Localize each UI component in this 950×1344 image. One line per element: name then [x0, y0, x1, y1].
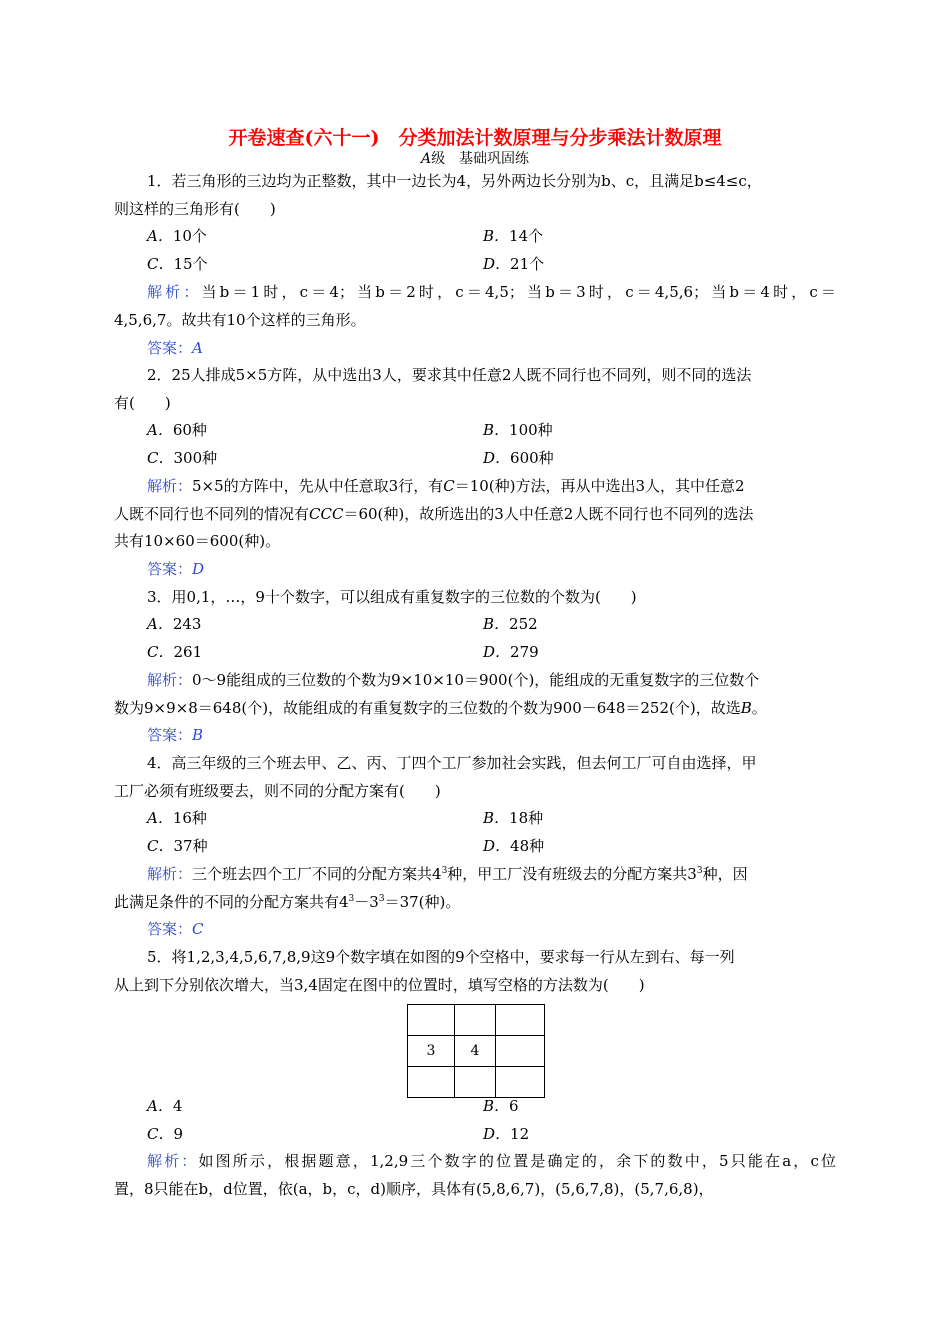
q1-option-d-letter: D．	[483, 255, 511, 273]
q3-option-b-letter: B．	[483, 615, 510, 633]
q5-option-a-text: 4	[172, 1097, 183, 1115]
q4-analysis-line2	[114, 892, 460, 912]
q4-analysis-exp1: 3	[441, 866, 448, 876]
q2-analysis-text2a: 人既不同行也不同列的情况有	[114, 505, 310, 523]
q1-analysis-line1	[147, 282, 836, 302]
q1-analysis-label: 解析：	[147, 283, 202, 301]
q2-answer-label: 答案：	[147, 560, 193, 578]
q5-analysis-line2: 置，8只能在b，d位置，依(a，b，c，d)顺序，具体有(5,8,6,7)，(5,6,7,8)，(5,7,6,8)，	[114, 1180, 714, 1198]
q4-answer-label: 答案：	[147, 920, 193, 938]
q3-stem-line1: 3．用0,1，…，9十个数字，可以组成有重复数字的三位数的个数为( )	[147, 588, 637, 606]
q1-answer-value: A	[192, 339, 203, 357]
q3-option-b	[483, 614, 538, 634]
q2-option-c-letter: C．	[147, 449, 174, 467]
q4-option-a	[147, 808, 207, 828]
q5-option-b-letter: B．	[483, 1097, 510, 1115]
q3-analysis-text2c: 。	[751, 699, 767, 717]
subtitle-text: 级 基础巩固练	[431, 151, 530, 167]
q4-answer-value: C	[192, 920, 204, 938]
q4-analysis-text1a: 三个班去四个工厂不同的分配方案共4	[192, 865, 442, 883]
q4-analysis-exp2: 3	[696, 866, 703, 876]
q1-option-c-letter: C．	[147, 255, 174, 273]
q1-option-d	[483, 254, 544, 274]
q2-answer-value: D	[192, 560, 205, 578]
q2-analysis-formula1: C	[443, 477, 455, 495]
q2-option-a-text: 60种	[172, 421, 207, 439]
q3-analysis-line2	[114, 698, 767, 718]
q1-option-d-text: 21个	[510, 255, 545, 273]
q5-analysis-label: 解析：	[147, 1152, 199, 1170]
q2-analysis-line3: 共有10×60＝600(种)。	[114, 532, 281, 550]
q4-option-b-letter: B．	[483, 809, 510, 827]
q5-option-b-text: 6	[509, 1097, 519, 1115]
q5-number-grid	[407, 1004, 545, 1098]
q1-option-a-letter: A．	[147, 227, 173, 245]
q4-option-a-text: 16种	[172, 809, 207, 827]
q3-option-c-letter: C．	[147, 643, 174, 661]
q2-analysis-label: 解析：	[147, 477, 193, 495]
q2-analysis-text1c: ＝10(种)方法，再从中选出3人，其中任意2	[454, 477, 745, 495]
q1-stem-line2: 则这样的三角形有( )	[114, 200, 276, 218]
q3-option-d	[483, 642, 539, 662]
q1-option-b	[483, 226, 543, 246]
q2-stem-line2: 有( )	[114, 394, 171, 412]
q3-analysis-text1: 0～9能组成的三位数的个数为9×10×10＝900(个)，能组成的无重复数字的三位数个	[192, 671, 760, 689]
q3-option-a-letter: A．	[147, 615, 173, 633]
q2-answer	[147, 559, 204, 579]
q3-option-d-text: 279	[510, 643, 539, 661]
q4-analysis-line1	[147, 864, 748, 884]
q3-option-b-text: 252	[509, 615, 538, 633]
q5-option-c-letter: C．	[147, 1125, 174, 1143]
q5-option-b	[483, 1096, 519, 1116]
grid-cell	[455, 1005, 496, 1036]
q1-analysis-text1: 当b＝1时，c＝4；当b＝2时，c＝4,5；当b＝3时，c＝4,5,6；当b＝4时，c＝	[201, 283, 836, 301]
q5-option-a	[147, 1096, 182, 1116]
q1-answer-label: 答案：	[147, 339, 193, 357]
grid-cell	[455, 1067, 496, 1098]
q4-option-c	[147, 836, 208, 856]
grid-cell	[408, 1005, 455, 1036]
q2-option-d-text: 600种	[510, 449, 554, 467]
q5-option-d-text: 12	[510, 1125, 530, 1143]
q3-analysis-label: 解析：	[147, 671, 193, 689]
q3-analysis-text2a: 数为9×9×8＝648(个)，故能组成的有重复数字的三位数的个数为900－648＝252(个)，故选	[114, 699, 741, 717]
q3-option-d-letter: D．	[483, 643, 511, 661]
q1-analysis-line2: 4,5,6,7。故共有10个这样的三角形。	[114, 311, 366, 329]
q5-analysis-line1	[147, 1151, 836, 1171]
q4-analysis-text2c: ＝37(种)。	[384, 893, 461, 911]
q4-option-a-letter: A．	[147, 809, 173, 827]
q5-stem-line2: 从上到下分别依次增大，当3,4固定在图中的位置时，填写空格的方法数为( )	[114, 976, 645, 994]
section-subtitle	[0, 150, 950, 168]
q2-option-d-letter: D．	[483, 449, 511, 467]
q2-option-b	[483, 420, 553, 440]
q4-option-d-letter: D．	[483, 837, 511, 855]
q2-analysis-line2	[114, 504, 753, 524]
q3-option-a	[147, 614, 201, 634]
q1-option-a-text: 10个	[172, 227, 207, 245]
q4-stem-line1: 4．高三年级的三个班去甲、乙、丙、丁四个工厂参加社会实践，但去何工厂可自由选择，甲	[147, 754, 757, 772]
subtitle-level: A	[420, 151, 432, 167]
grid-row	[408, 1067, 545, 1098]
q3-option-c-text: 261	[173, 643, 203, 661]
q3-analysis-choice: B	[740, 699, 752, 717]
grid-cell	[496, 1005, 545, 1036]
q1-answer	[147, 338, 203, 358]
q1-option-b-letter: B．	[483, 227, 510, 245]
q4-analysis-label: 解析：	[147, 865, 193, 883]
grid-row	[408, 1005, 545, 1036]
q4-option-d-text: 48种	[510, 837, 545, 855]
q4-analysis-exp4: 3	[378, 894, 385, 904]
q2-option-b-letter: B．	[483, 421, 510, 439]
q5-option-c-text: 9	[173, 1125, 184, 1143]
grid-cell	[496, 1036, 545, 1067]
q1-option-a	[147, 226, 207, 246]
q5-stem-line1: 5．将1,2,3,4,5,6,7,8,9这9个数字填在如图的9个空格中，要求每一行从左到右、每一列	[147, 948, 735, 966]
q2-option-c	[147, 448, 217, 468]
q4-analysis-text2a: 此满足条件的不同的分配方案共有4	[114, 893, 349, 911]
q3-option-a-text: 243	[172, 615, 202, 633]
q4-option-b	[483, 808, 543, 828]
q4-stem-line2: 工厂必须有班级要去，则不同的分配方案有( )	[114, 782, 441, 800]
q2-option-a-letter: A．	[147, 421, 173, 439]
q3-answer-label: 答案：	[147, 726, 193, 744]
q2-option-b-text: 100种	[509, 421, 553, 439]
grid-cell: 3	[408, 1036, 455, 1067]
q2-analysis-text1a: 5×5的方阵中，先从中任意取3行，有	[192, 477, 444, 495]
q2-option-d	[483, 448, 554, 468]
q5-option-c	[147, 1124, 183, 1144]
q3-analysis-line1	[147, 670, 759, 690]
q4-option-b-text: 18种	[509, 809, 544, 827]
q1-option-b-text: 14个	[509, 227, 544, 245]
q2-option-a	[147, 420, 207, 440]
q5-option-a-letter: A．	[147, 1097, 173, 1115]
grid-cell: 4	[455, 1036, 496, 1067]
q5-analysis-text1: 如图所示，根据题意，1,2,9三个数字的位置是确定的，余下的数中，5只能在a，c位	[198, 1152, 836, 1170]
q4-option-c-letter: C．	[147, 837, 174, 855]
q2-stem-line1: 2．25人排成5×5方阵，从中选出3人，要求其中任意2人既不同行也不同列，则不同的选法	[147, 366, 752, 384]
q4-answer	[147, 919, 204, 939]
q2-option-c-text: 300种	[173, 449, 218, 467]
q3-answer	[147, 725, 203, 745]
q2-analysis-line1	[147, 476, 745, 496]
q1-stem-line1: 1．若三角形的三边均为正整数，其中一边长为4，另外两边长分别为b、c，且满足b≤4≤c，	[147, 172, 762, 190]
q4-analysis-text1c: 种，因	[702, 865, 748, 883]
q4-analysis-exp3: 3	[348, 894, 355, 904]
q4-analysis-text2b: －3	[354, 893, 379, 911]
q1-option-c	[147, 254, 208, 274]
q5-option-d	[483, 1124, 529, 1144]
grid-cell	[408, 1067, 455, 1098]
q2-analysis-formula2: CCC	[309, 505, 344, 523]
q3-answer-value: B	[192, 726, 204, 744]
q5-option-d-letter: D．	[483, 1125, 511, 1143]
q1-option-c-text: 15个	[173, 255, 208, 273]
page-title: 开卷速查(六十一) 分类加法计数原理与分步乘法计数原理	[228, 127, 722, 149]
q4-analysis-text1b: 种，甲工厂没有班级去的分配方案共3	[447, 865, 697, 883]
q3-option-c	[147, 642, 202, 662]
q4-option-d	[483, 836, 544, 856]
q2-analysis-text2c: ＝60(种)，故所选出的3人中任意2人既不同行也不同列的选法	[343, 505, 754, 523]
grid-cell	[496, 1067, 545, 1098]
grid-row	[408, 1036, 545, 1067]
q4-option-c-text: 37种	[173, 837, 208, 855]
